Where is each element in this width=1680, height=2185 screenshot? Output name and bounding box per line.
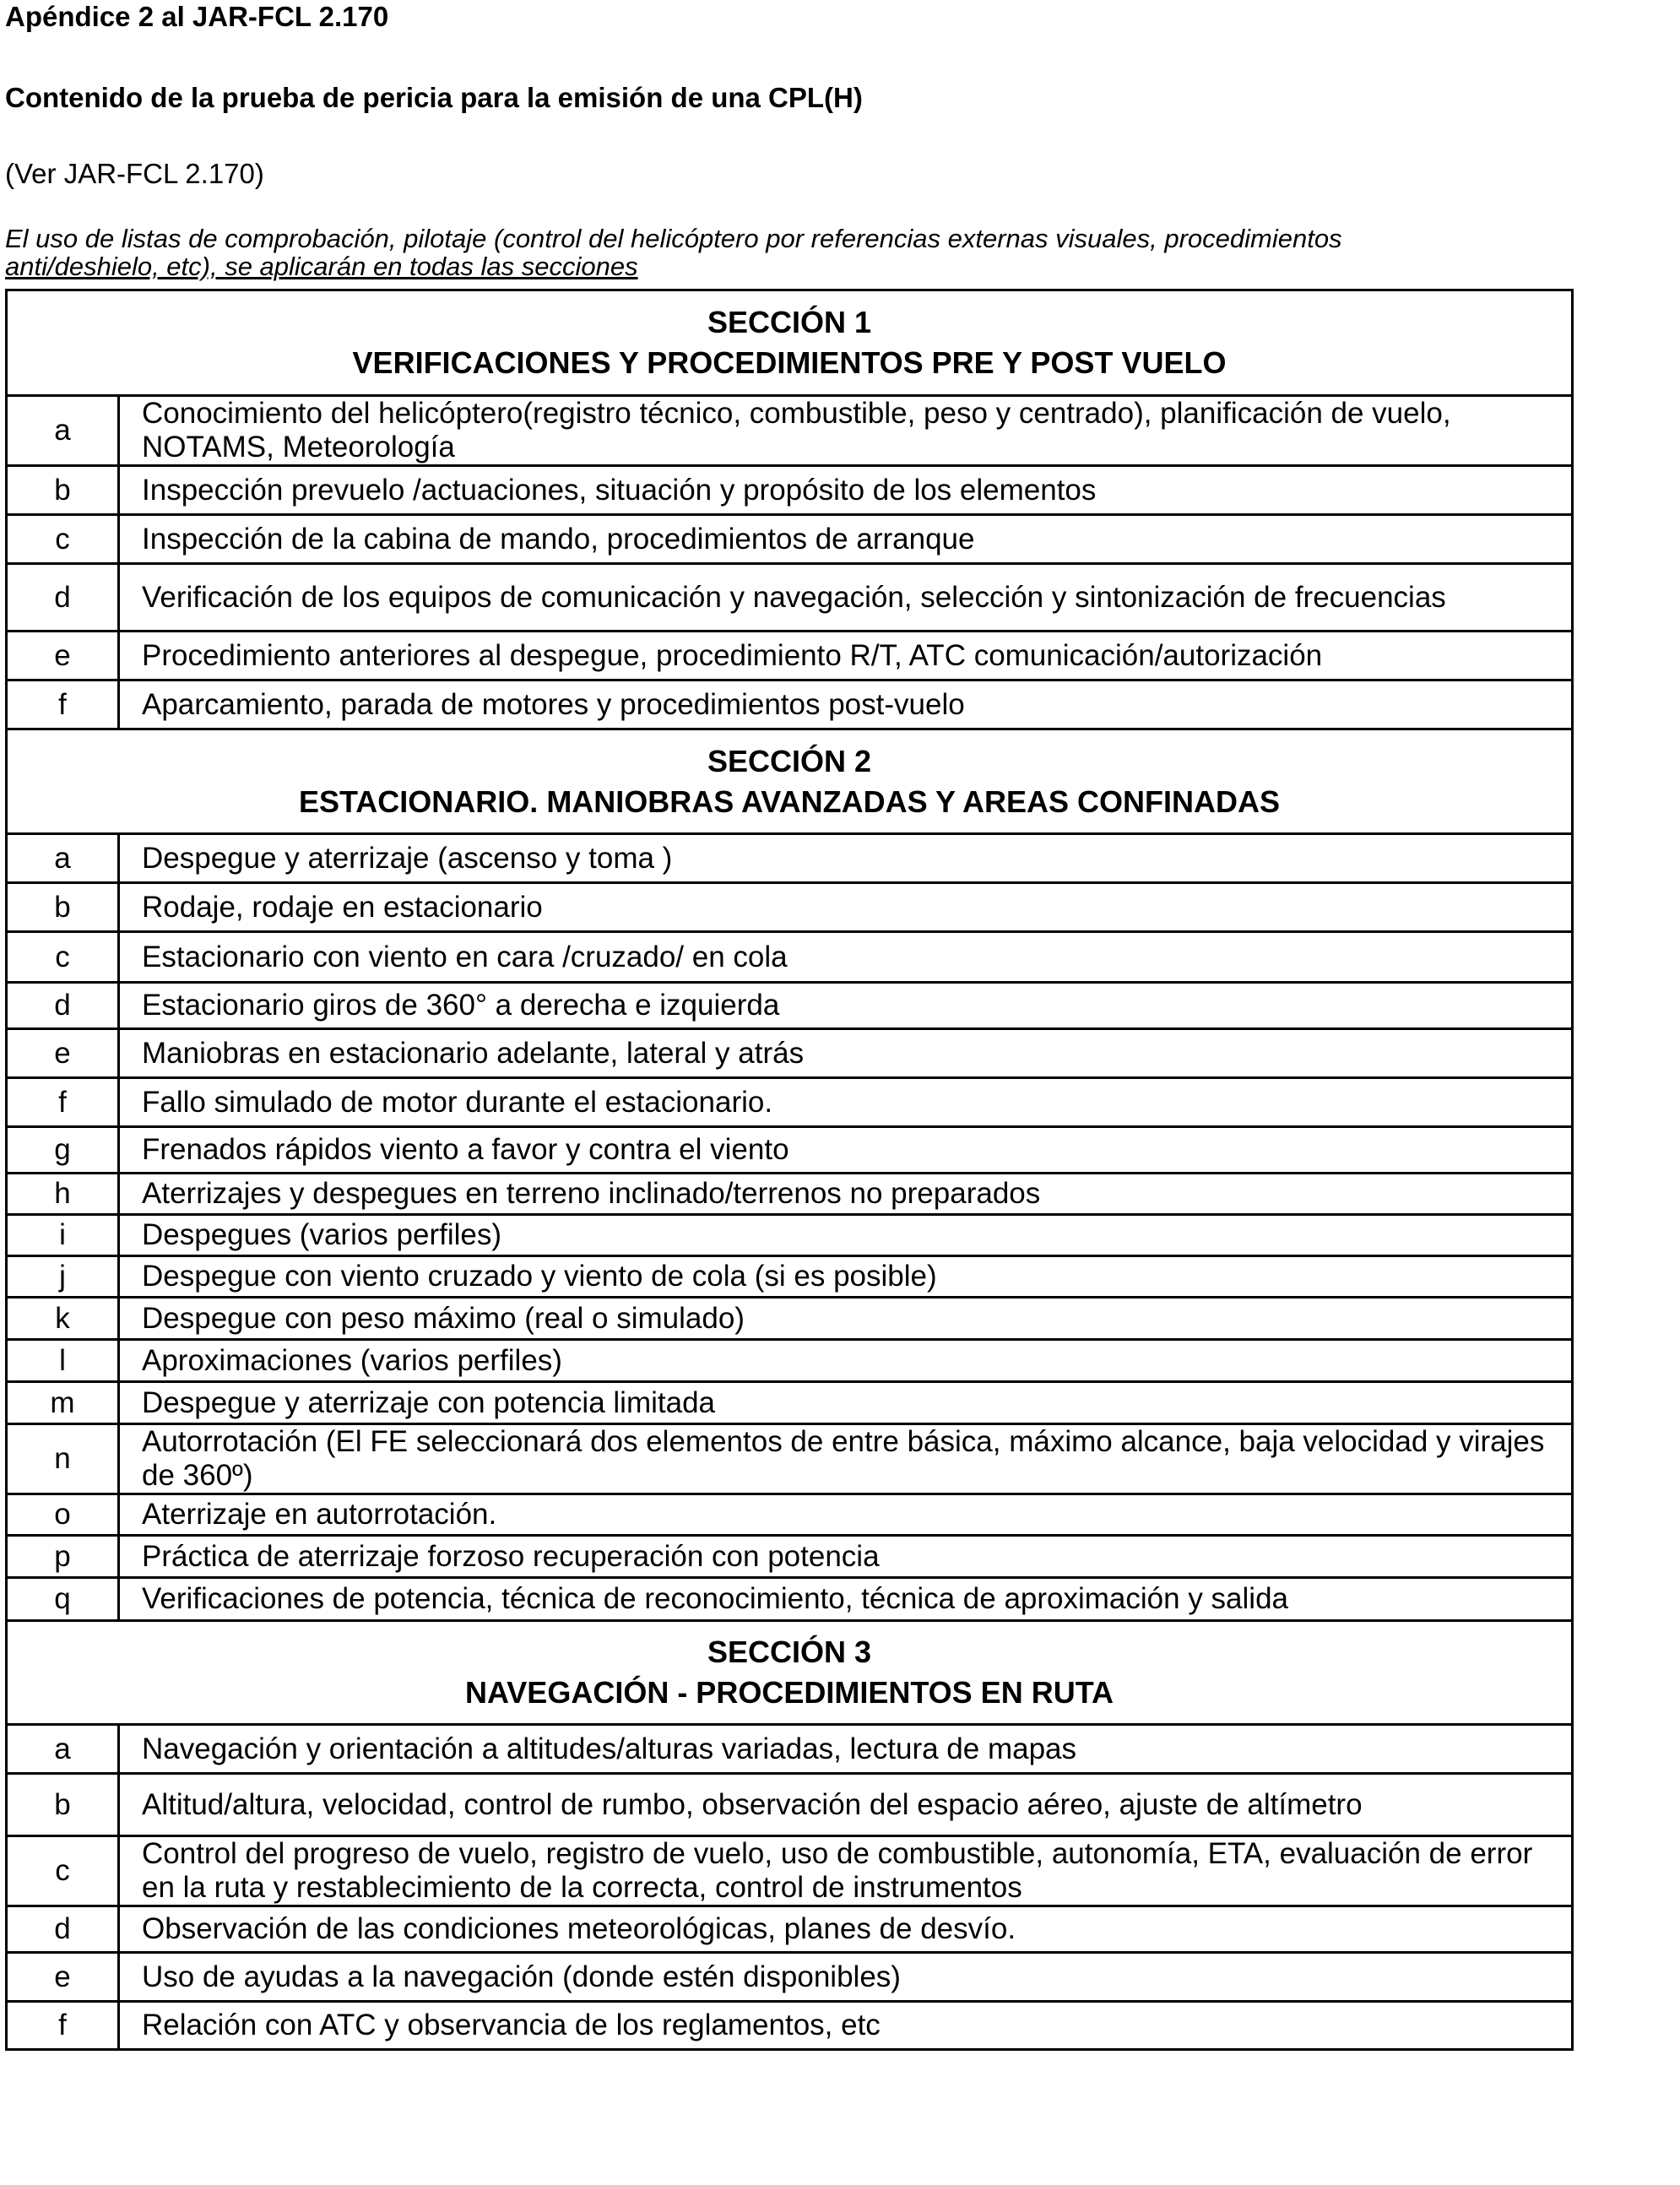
- section-subtitle: NAVEGACIÓN - PROCEDIMIENTOS EN RUTA: [464, 1675, 1114, 1710]
- table-row: [7, 1256, 1573, 1298]
- item-description: Inspección prevuelo /actuaciones, situación y propósito de los elementos: [119, 466, 1573, 515]
- item-description: Uso de ayudas a la navegación (donde estén disponibles): [119, 1953, 1573, 2002]
- table-row: [7, 1340, 1573, 1382]
- item-description: Fallo simulado de motor durante el estacionario.: [119, 1078, 1573, 1127]
- item-letter: o: [7, 1494, 119, 1536]
- item-description: Aterrizajes y despegues en terreno inclinado/terrenos no preparados: [119, 1174, 1573, 1215]
- table-row: [7, 1725, 1573, 1774]
- item-description: Verificaciones de potencia, técnica de reconocimiento, técnica de aproximación y salida: [119, 1578, 1573, 1621]
- item-letter: c: [7, 932, 119, 983]
- item-description: Aterrizaje en autorrotación.: [119, 1494, 1573, 1536]
- item-letter: l: [7, 1340, 119, 1382]
- item-letter: a: [7, 834, 119, 883]
- item-letter: f: [7, 1078, 119, 1127]
- section-title: SECCIÓN 2: [707, 743, 872, 778]
- item-description: Despegue y aterrizaje (ascenso y toma ): [119, 834, 1573, 883]
- item-letter: d: [7, 1906, 119, 1953]
- item-description: Despegue y aterrizaje con potencia limitada: [119, 1382, 1573, 1424]
- table-row: [7, 1424, 1573, 1494]
- item-letter: f: [7, 2002, 119, 2050]
- item-description: Práctica de aterrizaje forzoso recuperación con potencia: [119, 1536, 1573, 1578]
- table-row: [7, 680, 1573, 729]
- section-header: [7, 1621, 1573, 1725]
- instructions-note: [5, 225, 1677, 280]
- table-row: [7, 1953, 1573, 2002]
- item-letter: c: [7, 515, 119, 564]
- item-letter: j: [7, 1256, 119, 1298]
- item-letter: d: [7, 564, 119, 632]
- item-letter: b: [7, 1774, 119, 1836]
- item-letter: e: [7, 632, 119, 680]
- section-subtitle: ESTACIONARIO. MANIOBRAS AVANZADAS Y AREAS CONFINADAS: [298, 783, 1281, 819]
- item-description: Procedimiento anteriores al despegue, procedimiento R/T, ATC comunicación/autorización: [119, 632, 1573, 680]
- table-row: [7, 1774, 1573, 1836]
- item-description: Conocimiento del helicóptero(registro técnico, combustible, peso y centrado), planificación de vuelo, NOTAMS, Meteorología: [119, 396, 1573, 466]
- table-row: [7, 883, 1573, 932]
- item-letter: i: [7, 1215, 119, 1256]
- item-letter: n: [7, 1424, 119, 1494]
- item-letter: k: [7, 1298, 119, 1340]
- section-title: SECCIÓN 1: [707, 305, 872, 339]
- section-header-cell: [7, 1621, 1573, 1725]
- table-row: [7, 983, 1573, 1029]
- item-description: Maniobras en estacionario adelante, lateral y atrás: [119, 1029, 1573, 1078]
- table-row: [7, 632, 1573, 680]
- table-row: [7, 1906, 1573, 1953]
- item-description: Verificación de los equipos de comunicación y navegación, selección y sintonización de frecuencias: [119, 564, 1573, 632]
- document-subtitle: Contenido de la prueba de pericia para la emisión de una CPL(H): [5, 82, 863, 113]
- table-body: [7, 290, 1573, 2050]
- table-row: [7, 1215, 1573, 1256]
- section-header: [7, 729, 1573, 834]
- item-description: Rodaje, rodaje en estacionario: [119, 883, 1573, 932]
- item-description: Despegue con viento cruzado y viento de cola (si es posible): [119, 1256, 1573, 1298]
- note-line-1: El uso de listas de comprobación, pilotaje (control del helicóptero por referencias externas visuales, procedimientos: [5, 224, 1342, 253]
- item-letter: q: [7, 1578, 119, 1621]
- item-description: Inspección de la cabina de mando, procedimientos de arranque: [119, 515, 1573, 564]
- table-row: [7, 1382, 1573, 1424]
- table-row: [7, 834, 1573, 883]
- table-row: [7, 1494, 1573, 1536]
- skill-test-table: [5, 289, 1574, 2051]
- table-row: [7, 1127, 1573, 1174]
- item-description: Estacionario con viento en cara /cruzado/ en cola: [119, 932, 1573, 983]
- section-subtitle: VERIFICACIONES Y PROCEDIMIENTOS PRE Y POST VUELO: [352, 345, 1227, 380]
- item-letter: a: [7, 396, 119, 466]
- item-description: Aparcamiento, parada de motores y procedimientos post-vuelo: [119, 680, 1573, 729]
- table-row: [7, 932, 1573, 983]
- item-letter: b: [7, 466, 119, 515]
- table-row: [7, 1298, 1573, 1340]
- item-letter: b: [7, 883, 119, 932]
- item-description: Navegación y orientación a altitudes/alturas variadas, lectura de mapas: [119, 1725, 1573, 1774]
- table-row: [7, 1078, 1573, 1127]
- reference-note: (Ver JAR-FCL 2.170): [5, 158, 264, 189]
- table-row: [7, 564, 1573, 632]
- table-row: [7, 515, 1573, 564]
- item-letter: e: [7, 1029, 119, 1078]
- item-description: Autorrotación (El FE seleccionará dos elementos de entre básica, máximo alcance, baja velocidad y virajes de 360º): [119, 1424, 1573, 1494]
- item-description: Control del progreso de vuelo, registro de vuelo, uso de combustible, autonomía, ETA, evaluación de error en la ruta y restablecimiento de la correcta, control de instrumentos: [119, 1836, 1573, 1906]
- document-title: Apéndice 2 al JAR-FCL 2.170: [5, 1, 389, 32]
- item-letter: h: [7, 1174, 119, 1215]
- item-description: Estacionario giros de 360° a derecha e izquierda: [119, 983, 1573, 1029]
- table-row: [7, 1836, 1573, 1906]
- item-description: Aproximaciones (varios perfiles): [119, 1340, 1573, 1382]
- item-description: Observación de las condiciones meteorológicas, planes de desvío.: [119, 1906, 1573, 1953]
- item-description: Altitud/altura, velocidad, control de rumbo, observación del espacio aéreo, ajuste de altímetro: [119, 1774, 1573, 1836]
- item-description: Frenados rápidos viento a favor y contra el viento: [119, 1127, 1573, 1174]
- note-line-2: anti/deshielo, etc), se aplicarán en todas las secciones: [5, 252, 638, 281]
- section-title: SECCIÓN 3: [707, 1635, 872, 1669]
- table-row: [7, 466, 1573, 515]
- table-row: [7, 396, 1573, 466]
- item-letter: a: [7, 1725, 119, 1774]
- table-row: [7, 2002, 1573, 2050]
- item-description: Despegues (varios perfiles): [119, 1215, 1573, 1256]
- item-letter: d: [7, 983, 119, 1029]
- item-letter: e: [7, 1953, 119, 2002]
- section-header: [7, 290, 1573, 396]
- item-description: Despegue con peso máximo (real o simulado): [119, 1298, 1573, 1340]
- item-letter: c: [7, 1836, 119, 1906]
- table-row: [7, 1578, 1573, 1621]
- item-letter: p: [7, 1536, 119, 1578]
- item-letter: m: [7, 1382, 119, 1424]
- item-description: Relación con ATC y observancia de los reglamentos, etc: [119, 2002, 1573, 2050]
- section-header-cell: [7, 290, 1573, 396]
- table-row: [7, 1174, 1573, 1215]
- item-letter: f: [7, 680, 119, 729]
- section-header-cell: [7, 729, 1573, 834]
- table-row: [7, 1029, 1573, 1078]
- table-row: [7, 1536, 1573, 1578]
- item-letter: g: [7, 1127, 119, 1174]
